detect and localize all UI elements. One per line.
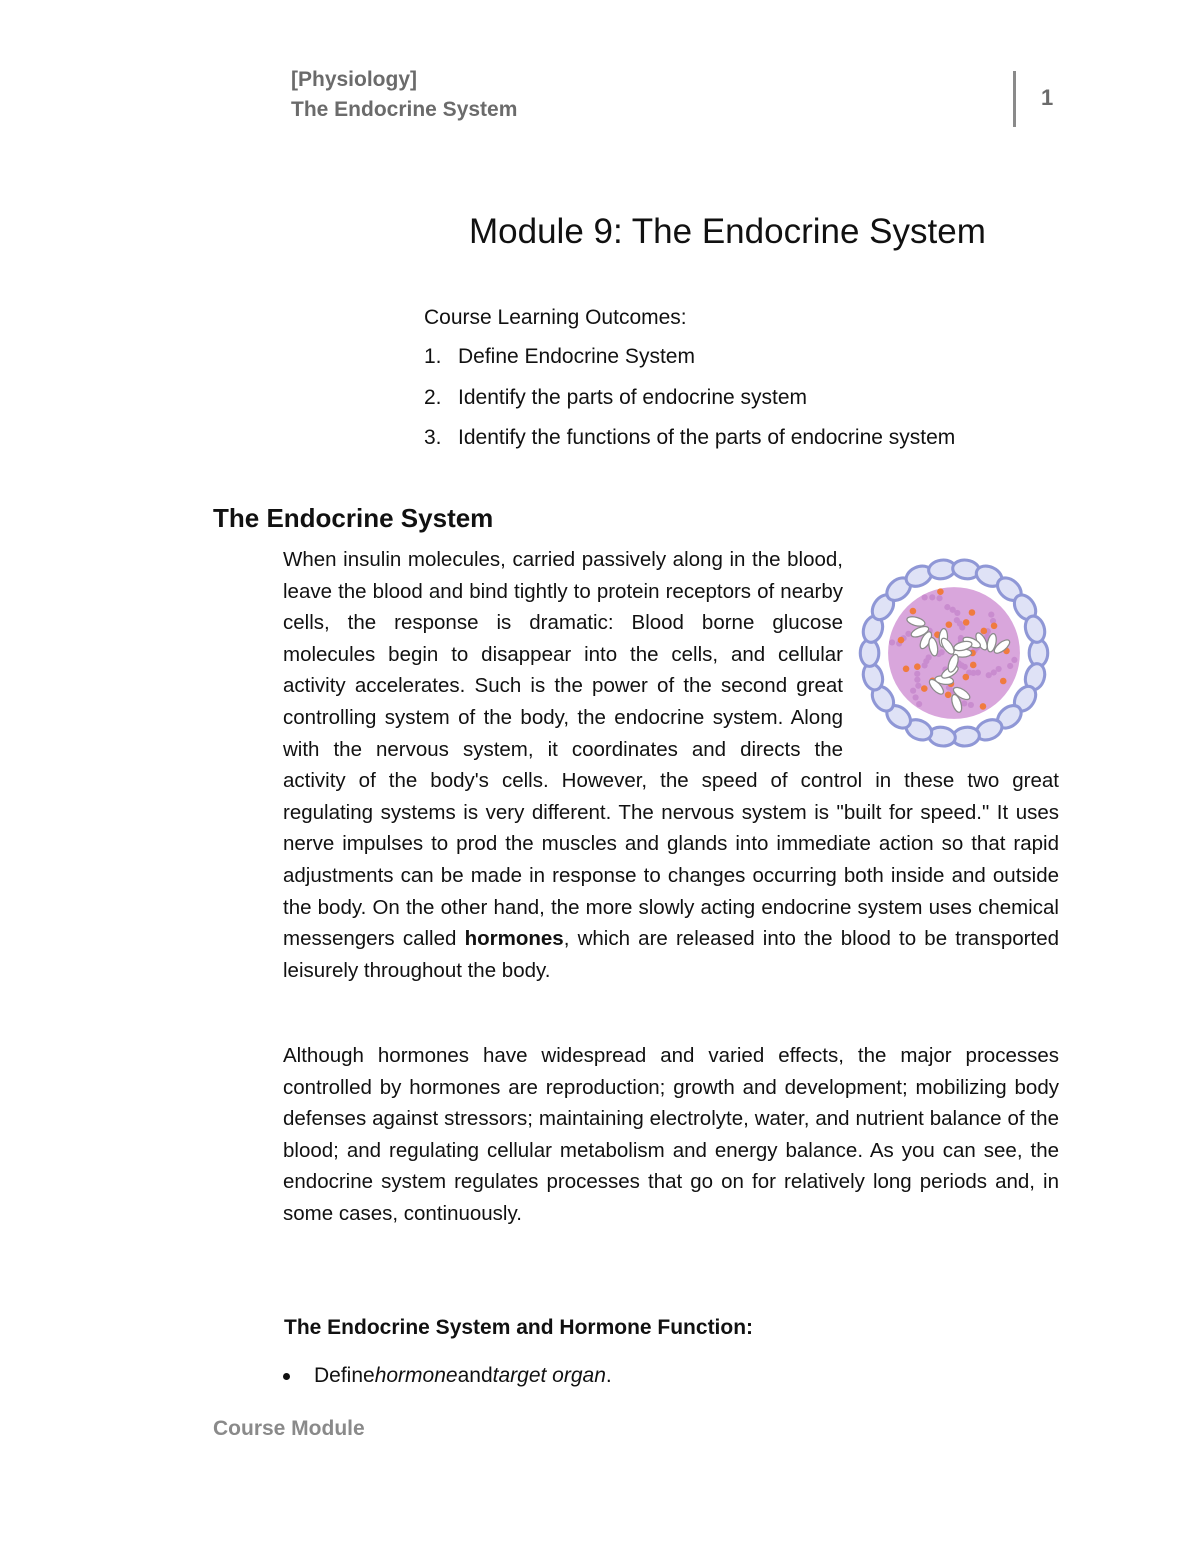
- list-item: [424, 423, 955, 464]
- italic-term-hormone: hormone: [374, 1364, 458, 1387]
- paragraph-text: , which are released into the blood to be transported leisurely throughout the body.: [283, 927, 1059, 982]
- page-title: Module 9: The Endocrine System: [469, 212, 986, 251]
- italic-term-target-organ: target organ: [492, 1364, 606, 1387]
- list-text: Identify the parts of endocrine system: [458, 385, 808, 409]
- bullet-text: Define: [314, 1364, 375, 1387]
- list-item: [424, 342, 955, 383]
- page-number: 1: [1041, 85, 1054, 110]
- header-divider: [1013, 71, 1016, 127]
- list-number: 2.: [424, 385, 442, 409]
- list-number: 3.: [424, 426, 442, 449]
- outcomes-list: [424, 342, 955, 464]
- bullet-text: .: [605, 1364, 612, 1387]
- header-topic: The Endocrine System: [291, 98, 518, 121]
- list-item: [424, 383, 955, 424]
- bullet-item: [283, 1364, 612, 1388]
- footer-course-module: Course Module: [213, 1417, 365, 1440]
- list-text: Define Endocrine System: [458, 345, 695, 368]
- bullet-dot: [283, 1373, 290, 1380]
- body-paragraph-2: Although hormones have widespread and varied effects, the major processes controlled by hormones are reproduction; growth and development; mobilizing body defenses against stressors; maintaining electrolyte, water, and nutrient balance of the blood; and regulating cellular metabolism and energy balance. As you can see, the endocrine system regulates processes that go on for relatively long periods and, in some cases, continuously.: [283, 1044, 1059, 1225]
- list-text: Identify the functions of the parts of endocrine system: [458, 426, 956, 449]
- bullet-text: and: [457, 1364, 493, 1387]
- header-course: [Physiology]: [291, 68, 418, 91]
- paragraph-text: When insulin molecules, carried passively along in the blood, leave the blood and bind tightly to protein receptors of nearby cells, the response is dramatic: Blood borne glucose molecules begin to disappear into the cells, and cellular activity accelerates. Such is the power of the second great controlling system of the body, the endocrine system. Along with the nervous system, it coordinates and directs the activity of the body's cells. However, the speed of control in these two great regulating systems is very different. The nervous system is "built for speed." It uses nerve impulses to prod the muscles and glands into immediate action so that rapid adjustments can be made in response to changes occurring both inside and outside the body. On the other hand, the more slowly acting endocrine system uses chemical messengers called: [283, 548, 1059, 951]
- subsection-heading: The Endocrine System and Hormone Function:: [284, 1316, 754, 1339]
- section-heading: The Endocrine System: [213, 503, 494, 533]
- bold-term-hormones: hormones: [464, 927, 564, 951]
- pancreatic-islet-illustration-icon: [851, 550, 1057, 756]
- outcomes-label: Course Learning Outcomes:: [424, 306, 687, 329]
- list-number: 1.: [424, 345, 442, 368]
- body-paragraph-1: [283, 544, 1059, 986]
